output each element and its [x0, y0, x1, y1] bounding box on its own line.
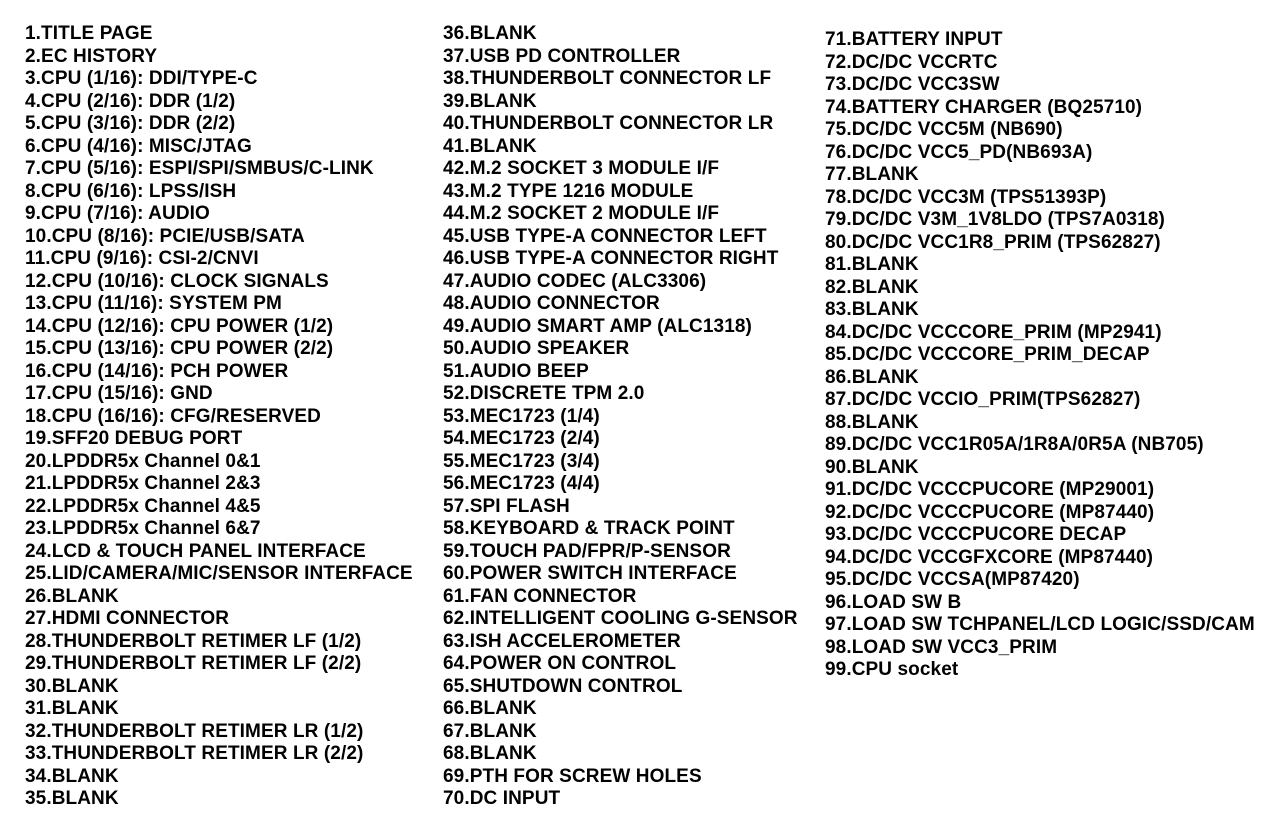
index-entry: 15.CPU (13/16): CPU POWER (2/2)	[25, 338, 334, 359]
index-entry: 74.BATTERY CHARGER (BQ25710)	[825, 96, 1143, 118]
index-entry: 10.CPU (8/16): PCIE/USB/SATA	[25, 225, 305, 247]
index-entry: 76.DC/DC VCC5_PD(NB693A)	[825, 141, 1093, 163]
index-entry: 82.BLANK	[825, 276, 919, 298]
index-entry: 52.DISCRETE TPM 2.0	[443, 383, 645, 404]
index-column-2	[443, 23, 818, 811]
index-entry: 13.CPU (11/16): SYSTEM PM	[25, 293, 282, 314]
index-entry: 89.DC/DC VCC1R05A/1R8A/0R5A (NB705)	[825, 434, 1204, 455]
index-entry: 36.BLANK	[443, 23, 537, 44]
index-entry: 81.BLANK	[825, 254, 919, 275]
index-entry: 71.BATTERY INPUT	[825, 29, 1003, 50]
index-entry: 56.MEC1723 (4/4)	[443, 473, 600, 494]
index-entry: 42.M.2 SOCKET 3 MODULE I/F	[443, 158, 720, 179]
index-entry: 46.USB TYPE-A CONNECTOR RIGHT	[443, 248, 779, 269]
index-entry: 26.BLANK	[25, 585, 119, 607]
index-entry: 58.KEYBOARD & TRACK POINT	[443, 518, 735, 539]
index-entry: 20.LPDDR5x Channel 0&1	[25, 450, 261, 472]
index-entry: 49.AUDIO SMART AMP (ALC1318)	[443, 315, 752, 337]
index-entry: 69.PTH FOR SCREW HOLES	[443, 765, 702, 787]
index-entry: 79.DC/DC V3M_1V8LDO (TPS7A0318)	[825, 209, 1165, 230]
index-entry: 91.DC/DC VCCCPUCORE (MP29001)	[825, 479, 1155, 500]
index-entry: 3.CPU (1/16): DDI/TYPE-C	[25, 68, 258, 89]
index-entry: 57.SPI FLASH	[443, 495, 570, 517]
index-entry: 55.MEC1723 (3/4)	[443, 450, 600, 472]
index-entry: 94.DC/DC VCCGFXCORE (MP87440)	[825, 546, 1154, 568]
index-entry: 86.BLANK	[825, 366, 919, 388]
index-entry: 60.POWER SWITCH INTERFACE	[443, 563, 737, 584]
index-entry: 62.INTELLIGENT COOLING G-SENSOR	[443, 608, 798, 629]
index-entry: 95.DC/DC VCCSA(MP87420)	[825, 569, 1080, 590]
index-column-1	[25, 23, 425, 811]
index-entry: 32.THUNDERBOLT RETIMER LR (1/2)	[25, 720, 364, 742]
index-entry: 45.USB TYPE-A CONNECTOR LEFT	[443, 225, 767, 247]
index-entry: 83.BLANK	[825, 299, 919, 320]
index-entry: 12.CPU (10/16): CLOCK SIGNALS	[25, 270, 329, 292]
index-entry: 2.EC HISTORY	[25, 45, 158, 67]
index-entry: 40.THUNDERBOLT CONNECTOR LR	[443, 113, 774, 134]
index-entry: 14.CPU (12/16): CPU POWER (1/2)	[25, 315, 334, 337]
index-entry: 30.BLANK	[25, 675, 119, 697]
index-entry: 68.BLANK	[443, 743, 537, 764]
index-entry: 99.CPU socket	[825, 659, 959, 680]
index-entry: 7.CPU (5/16): ESPI/SPI/SMBUS/C-LINK	[25, 158, 374, 179]
index-entry: 5.CPU (3/16): DDR (2/2)	[25, 113, 236, 134]
index-entry: 92.DC/DC VCCCPUCORE (MP87440)	[825, 501, 1155, 523]
index-entry: 18.CPU (16/16): CFG/RESERVED	[25, 405, 321, 427]
index-entry: 37.USB PD CONTROLLER	[443, 45, 681, 67]
index-entry: 33.THUNDERBOLT RETIMER LR (2/2)	[25, 743, 364, 764]
index-entry: 16.CPU (14/16): PCH POWER	[25, 360, 289, 382]
index-entry: 59.TOUCH PAD/FPR/P-SENSOR	[443, 540, 731, 562]
index-entry: 66.BLANK	[443, 698, 537, 719]
index-entry: 38.THUNDERBOLT CONNECTOR LF	[443, 68, 772, 89]
index-entry: 50.AUDIO SPEAKER	[443, 338, 630, 359]
index-entry: 23.LPDDR5x Channel 6&7	[25, 518, 261, 539]
index-entry: 53.MEC1723 (1/4)	[443, 405, 600, 427]
index-entry: 28.THUNDERBOLT RETIMER LF (1/2)	[25, 630, 362, 652]
index-entry: 87.DC/DC VCCIO_PRIM(TPS62827)	[825, 389, 1141, 410]
index-entry: 8.CPU (6/16): LPSS/ISH	[25, 180, 237, 202]
index-column-3	[825, 29, 1268, 682]
index-entry: 70.DC INPUT	[443, 788, 561, 809]
index-entry: 29.THUNDERBOLT RETIMER LF (2/2)	[25, 653, 362, 674]
index-entry: 11.CPU (9/16): CSI-2/CNVI	[25, 248, 259, 269]
index-entry: 9.CPU (7/16): AUDIO	[25, 203, 210, 224]
index-entry: 64.POWER ON CONTROL	[443, 653, 677, 674]
index-entry: 65.SHUTDOWN CONTROL	[443, 675, 683, 697]
index-entry: 96.LOAD SW B	[825, 591, 962, 613]
index-entry: 43.M.2 TYPE 1216 MODULE	[443, 180, 694, 202]
index-entry: 39.BLANK	[443, 90, 537, 112]
index-entry: 17.CPU (15/16): GND	[25, 383, 213, 404]
index-entry: 21.LPDDR5x Channel 2&3	[25, 473, 261, 494]
index-entry: 98.LOAD SW VCC3_PRIM	[825, 636, 1058, 658]
index-entry: 27.HDMI CONNECTOR	[25, 608, 230, 629]
index-entry: 1.TITLE PAGE	[25, 23, 153, 44]
index-entry: 75.DC/DC VCC5M (NB690)	[825, 119, 1063, 140]
index-entry: 84.DC/DC VCCCORE_PRIM (MP2941)	[825, 321, 1162, 343]
index-entry: 85.DC/DC VCCCORE_PRIM_DECAP	[825, 344, 1150, 365]
index-entry: 25.LID/CAMERA/MIC/SENSOR INTERFACE	[25, 563, 413, 584]
index-entry: 88.BLANK	[825, 411, 919, 433]
index-entry: 77.BLANK	[825, 164, 919, 185]
index-entry: 80.DC/DC VCC1R8_PRIM (TPS62827)	[825, 231, 1161, 253]
index-entry: 48.AUDIO CONNECTOR	[443, 293, 660, 314]
index-entry: 35.BLANK	[25, 788, 119, 809]
index-entry: 51.AUDIO BEEP	[443, 360, 589, 382]
index-entry: 54.MEC1723 (2/4)	[443, 428, 600, 449]
index-entry: 24.LCD & TOUCH PANEL INTERFACE	[25, 540, 366, 562]
index-entry: 6.CPU (4/16): MISC/JTAG	[25, 135, 252, 157]
index-entry: 73.DC/DC VCC3SW	[825, 74, 1000, 95]
index-entry: 4.CPU (2/16): DDR (1/2)	[25, 90, 236, 112]
index-entry: 67.BLANK	[443, 720, 537, 742]
index-entry: 41.BLANK	[443, 135, 537, 157]
index-entry: 19.SFF20 DEBUG PORT	[25, 428, 243, 449]
index-entry: 22.LPDDR5x Channel 4&5	[25, 495, 261, 517]
index-entry: 63.ISH ACCELEROMETER	[443, 630, 681, 652]
index-entry: 31.BLANK	[25, 698, 119, 719]
index-entry: 72.DC/DC VCCRTC	[825, 51, 998, 73]
index-entry: 61.FAN CONNECTOR	[443, 585, 637, 607]
index-entry: 93.DC/DC VCCCPUCORE DECAP	[825, 524, 1127, 545]
index-entry: 44.M.2 SOCKET 2 MODULE I/F	[443, 203, 720, 224]
index-entry: 97.LOAD SW TCHPANEL/LCD LOGIC/SSD/CAM	[825, 614, 1255, 635]
index-entry: 34.BLANK	[25, 765, 119, 787]
index-entry: 78.DC/DC VCC3M (TPS51393P)	[825, 186, 1107, 208]
index-entry: 90.BLANK	[825, 456, 919, 478]
index-entry: 47.AUDIO CODEC (ALC3306)	[443, 270, 707, 292]
